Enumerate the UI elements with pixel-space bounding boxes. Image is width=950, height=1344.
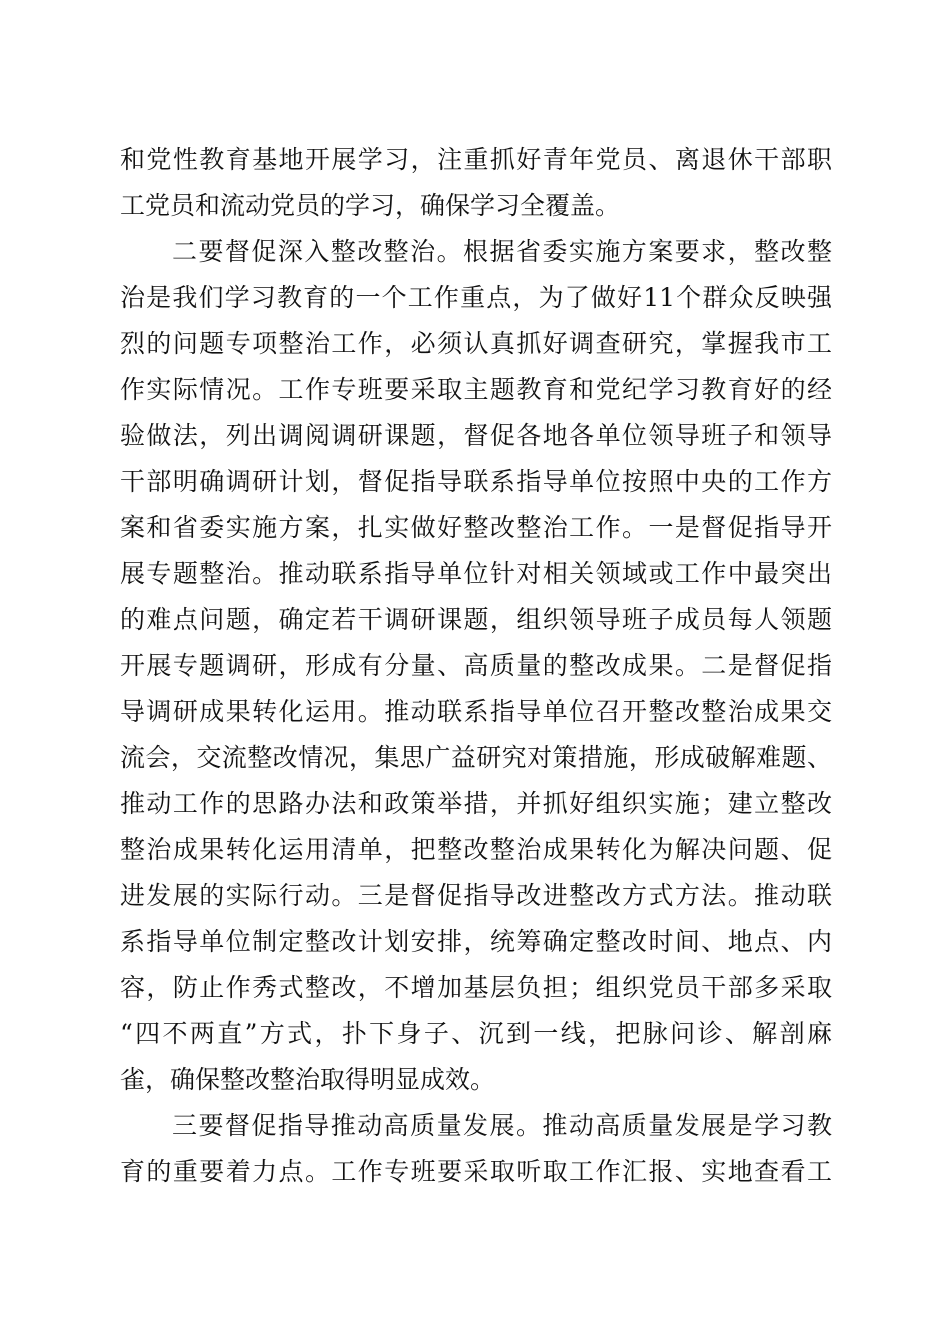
text-line: 工党员和流动党员的学习，确保学习全覆盖。	[120, 191, 621, 220]
text-line: 雀，确保整改整治取得明显成效。	[120, 1065, 496, 1094]
text-line: 流会，交流整改情况，集思广益研究对策措施，形成破解难题、	[120, 743, 832, 772]
text-line: 推动工作的思路办法和政策举措，并抓好组织实施；建立整改	[120, 789, 832, 818]
text-line: 干部明确调研计划，督促指导联系指导单位按照中央的工作方	[120, 467, 832, 496]
paragraph-start-line: 三要督促指导推动高质量发展。推动高质量发展是学习教	[172, 1111, 832, 1140]
text-line: 导调研成果转化运用。推动联系指导单位召开整改整治成果交	[120, 697, 832, 726]
text-line: 展专题整治。推动联系指导单位针对相关领域或工作中最突出	[120, 559, 832, 588]
text-line: 和党性教育基地开展学习，注重抓好青年党员、离退休干部职	[120, 145, 832, 174]
text-line: 育的重要着力点。工作专班要采取听取工作汇报、实地查看工	[120, 1157, 832, 1186]
text-line: 烈的问题专项整治工作，必须认真抓好调查研究，掌握我市工	[120, 329, 832, 358]
text-line: 作实际情况。工作专班要采取主题教育和党纪学习教育好的经	[120, 375, 832, 404]
paragraph-start-line: 二要督促深入整改整治。根据省委实施方案要求，整改整	[172, 237, 832, 266]
text-line: 容，防止作秀式整改，不增加基层负担；组织党员干部多采取	[120, 973, 832, 1002]
text-line: 的难点问题，确定若干调研课题，组织领导班子成员每人领题	[120, 605, 832, 634]
text-line: 验做法，列出调阅调研课题，督促各地各单位领导班子和领导	[120, 421, 832, 450]
text-line: 整治成果转化运用清单，把整改整治成果转化为解决问题、促	[120, 835, 832, 864]
text-line: 案和省委实施方案，扎实做好整改整治工作。一是督促指导开	[120, 513, 832, 542]
text-line: “四不两直”方式，扑下身子、沉到一线，把脉问诊、解剖麻	[120, 1019, 832, 1048]
text-line: 系指导单位制定整改计划安排，统筹确定整改时间、地点、内	[120, 927, 832, 956]
text-line: 进发展的实际行动。三是督促指导改进整改方式方法。推动联	[120, 881, 832, 910]
text-line: 治是我们学习教育的一个工作重点，为了做好11个群众反映强	[120, 283, 832, 312]
text-line: 开展专题调研，形成有分量、高质量的整改成果。二是督促指	[120, 651, 832, 680]
